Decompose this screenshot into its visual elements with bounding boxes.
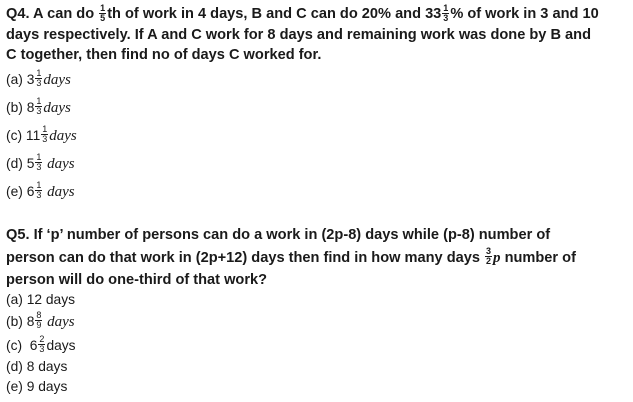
- q4-fraction-one-third: $\frac{1}{3}$: [443, 2, 449, 23]
- question-5: [6, 224, 626, 397]
- q4-option-a[interactable]: (a) 3 $\frac{1}{3}$ days: [6, 68, 71, 89]
- question-page: [6, 4, 626, 397]
- q5-option-e[interactable]: (e) 9 days: [6, 378, 68, 394]
- q5-line-3: person will do one-third of that work?: [6, 271, 268, 288]
- q4-option-d[interactable]: (d) 5 $\frac{1}{3}$ days: [6, 152, 75, 173]
- q4-line1-text-a: Q4. A can do: [6, 6, 99, 22]
- q5-option-d[interactable]: (d) 8 days: [6, 358, 68, 374]
- q4-option-b[interactable]: (b) 8 $\frac{1}{3}$ days: [6, 96, 71, 117]
- q4-option-c[interactable]: (c) 11 $\frac{1}{3}$ days: [6, 124, 77, 145]
- q5-line-2: person can do that work in (2p+12) days then find in how many days $\frac{3}{2}$ p number of: [6, 246, 576, 267]
- q5-option-a[interactable]: (a) 12 days: [6, 291, 76, 307]
- q4-line-3: C together, then find no of days C worked for.: [6, 47, 322, 63]
- q4-line1-text-c: % of work in 3 and 10: [450, 6, 599, 22]
- q5-fraction-three-halves: $\frac{3}{2}$: [486, 246, 492, 267]
- q5-option-c[interactable]: (c) 6 $\frac{2}{3}$ days: [6, 334, 76, 355]
- q4-fraction-one-fifth: $\frac{1}{5}$: [100, 2, 106, 23]
- q4-line1-text-b: th of work in 4 days, B and C can do 20% and 33: [107, 6, 442, 22]
- q4-option-e[interactable]: (e) 6 $\frac{1}{3}$ days: [6, 180, 75, 201]
- q4-line-2: days respectively. If A and C work for 8 days and remaining work was done by B and: [6, 26, 591, 43]
- q5-option-b[interactable]: (b) 8 $\frac{8}{9}$ days: [6, 310, 75, 331]
- q5-line-1: Q5. If ‘p’ number of persons can do a work in (2p-8) days while (p-8) number of: [6, 226, 551, 243]
- question-4: [6, 4, 626, 206]
- q4-line-1: [6, 4, 626, 25]
